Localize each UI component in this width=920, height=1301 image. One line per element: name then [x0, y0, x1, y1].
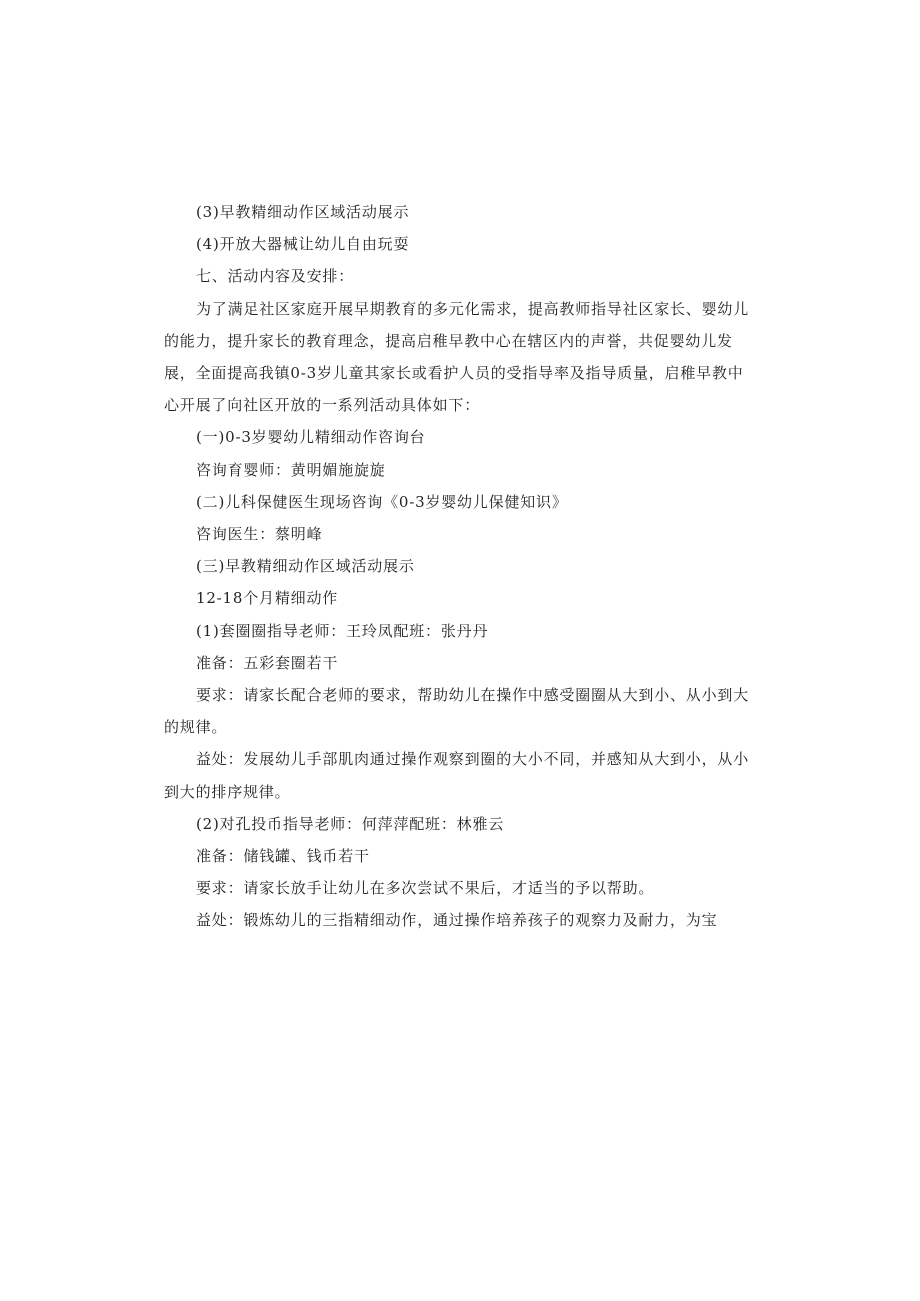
benefit-coin-slot: 益处：锻炼幼儿的三指精细动作，通过操作培养孩子的观察力及耐力，为宝	[196, 911, 718, 930]
activity-coin-slot: (2)对孔投币指导老师：何萍萍配班：林雅云	[196, 814, 505, 833]
section-heading-activity-content: 七、活动内容及安排：	[196, 267, 355, 286]
requirement-coin-slot: 要求：请家长放手让幼儿在多次尝试不果后，才适当的予以帮助。	[196, 879, 655, 898]
paragraph-intro: 为了满足社区家庭开展早期教育的多元化需求，提高教师指导社区家长、婴幼儿的能力，提升家长的教育理念，提高启稚早教中心在辖区内的声誉，共促婴幼儿发展，全面提高我镇0-3岁儿童其家长或看护人员的受指导率及指导质量，启稚早教中心开展了向社区开放的一系列活动具体如下：	[164, 299, 750, 415]
subheading-consultation-desk: (一)0-3岁婴幼儿精细动作咨询台	[196, 428, 426, 447]
preparation-coin-slot: 准备：储钱罐、钱币若干	[196, 847, 370, 866]
activity-ring-toss: (1)套圈圈指导老师：王玲凤配班：张丹丹	[196, 621, 489, 640]
subheading-pediatric-consultation: (二)儿科保健医生现场咨询《0-3岁婴幼儿保健知识》	[196, 492, 568, 511]
benefit-ring-toss: 益处：发展幼儿手部肌肉通过操作观察到圈的大小不同，并感知从大到小，从小到大的排序规律。	[164, 750, 750, 801]
paragraph-item-4: (4)开放大器械让幼儿自由玩耍	[196, 235, 410, 254]
requirement-ring-toss: 要求：请家长配合老师的要求，帮助幼儿在操作中感受圈圈从大到小、从小到大的规律。	[164, 686, 750, 737]
doctor-line: 咨询医生：蔡明峰	[196, 525, 323, 544]
preparation-ring-toss: 准备：五彩套圈若干	[196, 653, 339, 672]
paragraph-item-3: (3)早教精细动作区域活动展示	[196, 203, 410, 221]
age-group-line: 12-18个月精细动作	[196, 589, 339, 608]
consultant-line: 咨询育婴师：黄明媚施旋旋	[196, 460, 386, 479]
subheading-fine-motor-showcase: (三)早教精细动作区域活动展示	[196, 557, 415, 576]
document-body	[164, 196, 754, 937]
